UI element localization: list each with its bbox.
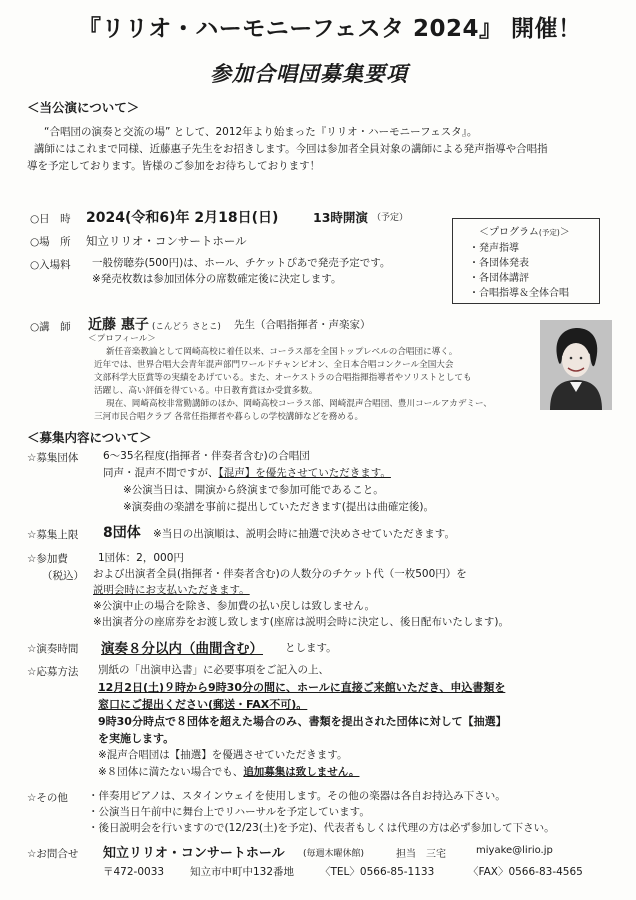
time-value: 演奏８分以内（曲間含む） [101, 641, 263, 657]
about-line-1: “合唱団の演奏と交流の場” として、2012年より始まった『リリオ・ハーモニーフェスタ』。 [44, 126, 478, 138]
about-line-2: 講師にはこれまで同様、近藤惠子先生をお招きします。今回は参加者全員対象の講師による発声指導や合唱指 [34, 143, 548, 155]
other-line: ・伴奏用ピアノは、スタインウェイを使用します。その他の楽器は各自お持込み下さい。 [88, 790, 506, 802]
page-title: 『リリオ・ハーモニーフェスタ 2024』 開催！ [78, 16, 582, 42]
contact-label: ☆お問合せ [27, 848, 79, 860]
fee-line-1: 1団体：2，000円 [98, 552, 184, 564]
program-box [452, 218, 600, 304]
apply-line-4: 9時30分時点で８団体を超えた場合のみ、書類を提出された団体に対して【抽選】 [98, 715, 507, 728]
place-label: ○場 所 [30, 236, 71, 248]
other-line: ・公演当日午前中に舞台上でリハーサルを予定しています。 [88, 806, 370, 818]
fee-label: ☆参加費 [27, 553, 68, 565]
contact-email[interactable]: miyake@lirio.jp [476, 845, 553, 856]
apply-line-7: ※８団体に満たない場合でも、追加募集は致しません。 [98, 766, 360, 778]
about-heading: ＜当公演について＞ [27, 100, 140, 115]
admission-line-1: 一般傍聴券(500円)は、ホール、チケットぴあで発売予定です。 [92, 257, 391, 269]
date-value: 2024(令和6)年 2月18日(日) [86, 210, 279, 226]
contact-closed: (毎週木曜休館) [303, 849, 365, 859]
contact-postal: 〒472-0033 [103, 866, 165, 878]
program-item: ・発声指導 [469, 243, 519, 254]
program-item: ・合唱指導＆全体合唱 [469, 288, 569, 299]
program-item: ・各団体発表 [469, 258, 529, 269]
contact-staff: 担当 三宅 [396, 849, 446, 860]
lecturer-title: 先生（合唱指揮者・声楽家） [234, 319, 371, 331]
limit-note: ※当日の出演順は、説明会時に抽選で決めさせていただきます。 [153, 528, 455, 540]
time-suffix: とします。 [285, 642, 337, 654]
group-line-1: 6～35名程度(指揮者・伴奏者含む)の合唱団 [103, 450, 310, 462]
apply-line-3: 窓口にご提出ください(郵送・FAX不可)。 [98, 698, 308, 711]
admission-label: ○入場料 [30, 259, 71, 271]
limit-value: 8団体 [103, 525, 141, 541]
date-note: （予定） [372, 213, 409, 223]
other-label: ☆その他 [27, 792, 68, 804]
fee-line-5: ※出演者分の座席券をお渡し致します(座席は説明会時に決定し、後日配布いたします)。 [93, 616, 509, 628]
lecturer-photo [540, 320, 612, 410]
time-label: ☆演奏時間 [27, 643, 79, 655]
about-line-3: 導を予定しております。皆様のご参加をお待ちしております！ [27, 160, 321, 172]
contact-org: 知立リリオ・コンサートホール [103, 846, 285, 861]
limit-label: ☆募集上限 [27, 529, 79, 541]
recruit-heading: ＜募集内容について＞ [27, 430, 152, 445]
fee-line-3: 説明会時にお支払いただきます。 [93, 584, 250, 596]
program-item: ・各団体講評 [469, 273, 529, 284]
profile-line: 現在、岡崎高校非常勤講師のほか、岡崎高校コーラス部、岡崎混声合唱団、豊川コールアカデミー、 [106, 399, 492, 409]
profile-line: 文部科学大臣賞等の実績をあげている。また、オーケストラの合唱指揮指導者やソリストとしても [94, 373, 472, 383]
profile-line: 三河市民合唱クラブ 各常任指揮者や暮らしの学校講師などを務める。 [94, 412, 364, 422]
other-line: ・後日説明会を行いますので(12/23(土)を予定)、代表者もしくは代理の方は必ず参加して下さい。 [88, 822, 555, 834]
group-line-4: ※演奏曲の楽譜を事前に提出していただきます(提出は曲確定後)。 [123, 501, 434, 513]
admission-line-2: ※発売枚数は参加団体分の席数確定後に決定します。 [92, 273, 342, 285]
place-value: 知立リリオ・コンサートホール [86, 234, 247, 248]
lecturer-label: ○講 師 [30, 321, 71, 333]
fee-line-4: ※公演中止の場合を除き、参加費の払い戻しは致しません。 [93, 600, 376, 612]
date-label: ○日 時 [30, 213, 71, 225]
date-time: 13時開演 [313, 210, 368, 225]
program-list [469, 241, 569, 301]
contact-address: 知立市中町中132番地 [190, 866, 295, 878]
contact-tel: 〈TEL〉0566-85-1133 [320, 866, 435, 878]
apply-line-5: を実施します。 [98, 732, 175, 745]
profile-heading: ＜プロフィール＞ [88, 334, 156, 344]
profile-line: 新任音楽教論として岡崎高校に着任以来、コーラス部を全国トップレベルの合唱団に導く。 [106, 347, 458, 357]
apply-label: ☆応募方法 [27, 666, 79, 678]
contact-fax: 〈FAX〉0566-83-4565 [468, 866, 583, 878]
group-line-2: 同声・混声不問ですが、【混声】を優先させていただきます。 [103, 467, 391, 479]
group-label: ☆募集団体 [27, 452, 79, 464]
fee-sub: （税込） [42, 570, 84, 582]
lecturer-reading: (こんどう さとこ) [152, 322, 221, 332]
program-title: ＜プログラム(予定)＞ [479, 227, 570, 238]
page-subtitle: 参加合唱団募集要項 [210, 62, 408, 86]
fee-line-2: および出演者全員(指揮者・伴奏者含む)の人数分のチケット代（一枚500円）を [93, 568, 467, 580]
apply-line-2: 12月2日(土)９時から9時30分の間に、ホールに直接ご来館いただき、申込書類を [98, 681, 506, 694]
apply-line-1: 別紙の「出演申込書」に必要事項をご記入の上、 [98, 664, 329, 676]
profile-line: 活躍し、高い評価を得ている。中日教育賞ほか受賞多数。 [94, 386, 318, 396]
group-line-3: ※公演当日は、開演から終演まで参加可能であること。 [123, 484, 384, 496]
apply-line-6: ※混声合唱団は【抽選】を優遇させていただきます。 [98, 749, 348, 761]
profile-line: 近年では、世界合唱大会青年混声部門ワールドチャンピオン、全日本合唱コンクール全国大会 [94, 360, 454, 370]
lecturer-name: 近藤 惠子 [88, 317, 149, 333]
